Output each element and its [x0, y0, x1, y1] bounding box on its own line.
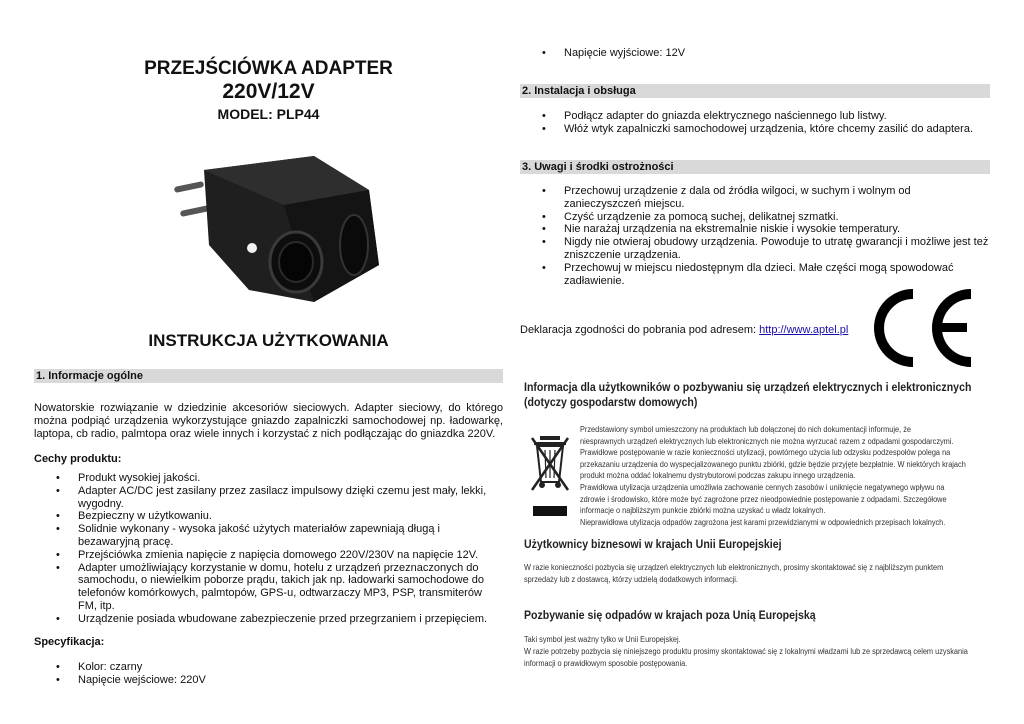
weee-subheading: (dotyczy gospodarstw domowych) — [524, 397, 698, 409]
outside-eu-line: informacji o prawidłowym sposobie postępowania. — [524, 659, 688, 668]
feature-item: • Adapter AC/DC jest zasilany przez zasilacz impulsowy dzięki czemu jest mały, lekki, wygodny. — [34, 485, 503, 511]
section-1-heading: 1. Informacje ogólne — [34, 369, 503, 383]
weee-body-line: zdrowie i środowisko, które może być zagrożone przez nieodpowiednie postępowanie z odpadami. Szczegółowe — [580, 494, 947, 504]
business-line: sprzedaży lub z dostawcą, którzy udzielą dodatkowych informacji. — [524, 575, 738, 584]
weee-body-line: produkt można oddać lokalnemu dystrybutorowi podczas zakupu innego urządzenia. — [580, 471, 856, 481]
warning-item: • Czyść urządzenie za pomocą suchej, delikatnej szmatki. — [520, 211, 990, 224]
manual-title: INSTRUKCJA UŻYTKOWANIA — [148, 331, 389, 350]
weee-body-line: Prawidłowa utylizacja urządzenia umożliwia zachowanie cennych zasobów i uniknięcie negatywnego wpływu na — [580, 483, 945, 492]
product-voltage: 220V/12V — [222, 80, 315, 103]
crossed-bin-icon — [530, 430, 570, 518]
weee-heading: Informacja dla użytkowników o pozbywaniu się urządzeń elektrycznych i elektronicznych — [524, 382, 972, 394]
weee-body-line: informacje o najbliższym punkcie zbiórki można uzyskać u władz lokalnych. — [580, 506, 826, 516]
ce-mark-icon — [861, 286, 977, 370]
section-3-heading: 3. Uwagi i środki ostrożności — [520, 160, 990, 174]
specification-list — [34, 661, 503, 687]
spec-item-output-voltage: • Napięcie wyjściowe: 12V — [520, 47, 990, 60]
features-list — [34, 472, 503, 626]
section-2-heading: 2. Instalacja i obsługa — [520, 84, 990, 98]
specification-label: Specyfikacja: — [34, 636, 105, 648]
features-label: Cechy produktu: — [34, 453, 122, 465]
feature-item: • Bezpieczny w użytkowaniu. — [34, 510, 503, 523]
feature-item: • Solidnie wykonany - wysoka jakość użytych materiałów zapewniają długą i bezawaryjną pracę. — [34, 523, 503, 549]
left-column — [34, 0, 503, 724]
warning-item: • Nie narażaj urządzenia na ekstremalnie niskie i wysokie temperatury. — [520, 223, 990, 236]
warning-item: • Przechowuj urządzenie z dala od źródła wilgoci, w suchym i wolnym od zanieczyszczeń miejscu. — [520, 185, 990, 211]
business-users-heading: Użytkownicy biznesowi w krajach Unii Europejskiej — [524, 539, 782, 551]
weee-body-line: Przedstawiony symbol umieszczony na produktach lub dołączonej do nich dokumentacji informuje, że — [580, 425, 911, 434]
weee-body-line: Prawidłowe postępowanie w razie konieczności utylizacji, powtórnego użycia lub odzysku podzespołów polega na — [580, 448, 951, 458]
installation-item: • Podłącz adapter do gniazda elektrycznego naściennego lub listwy. — [520, 110, 990, 123]
spec-item-input-voltage: • Napięcie wejściowe: 220V — [34, 674, 503, 687]
weee-body-line: Nieprawidłowa utylizacja odpadów zagrożona jest karami przewidzianymi w odpowiednich przepisach lokalnych. — [580, 517, 946, 527]
business-line: W razie konieczności pozbycia się urządzeń elektrycznych lub elektronicznych, prosimy skontaktować się z najbliższym punktem — [524, 563, 944, 572]
weee-body-line: niesprawnych urządzeń elektrycznych lub elektronicznych nie można wyrzucać razem z odpadami gospodarczymi. — [580, 436, 954, 446]
installation-item: • Włóż wtyk zapalniczki samochodowej urządzenia, które chcemy zasilić do adaptera. — [520, 123, 990, 136]
spec-item-color: • Kolor: czarny — [34, 661, 503, 674]
outside-eu-heading: Pozbywanie się odpadów w krajach poza Unią Europejską — [524, 610, 816, 622]
feature-item: • Urządzenie posiada wbudowane zabezpieczenie przed przegrzaniem i przepięciem. — [34, 613, 503, 626]
weee-info — [520, 378, 990, 678]
warning-item: • Nigdy nie otwieraj obudowy urządzenia. Powoduje to utratę gwarancji i możliwe jest też zniszczenie urządzenia. — [520, 236, 990, 262]
feature-item: • Produkt wysokiej jakości. — [34, 472, 503, 485]
product-title: PRZEJŚCIÓWKA ADAPTER — [144, 58, 393, 79]
warnings-list — [520, 185, 990, 287]
right-column — [520, 0, 990, 724]
specification-list-continued — [520, 47, 990, 60]
warning-item: • Przechowuj w miejscu niedostępnym dla dzieci. Małe części mogą spowodować zadławienie. — [520, 262, 990, 288]
feature-item: • Adapter umożliwiający korzystanie w domu, hotelu z urządzeń przeznaczonych do samochodu, o niewielkim poborze prądu, takich jak np. ładowarki samochodowe do telefonów komórkowych, palmtopów, GPS-u, odtwarzaczy MP3, PSP, transmiterów FM, itp. — [34, 562, 503, 613]
declaration-link[interactable]: http://www.aptel.pl — [759, 324, 849, 336]
declaration — [520, 324, 848, 336]
intro-paragraph: Nowatorskie rozwiązanie w dziedzinie akcesoriów sieciowych. Adapter sieciowy, do którego można podpiąć urządzenia wykorzystujące gniazdo zapalniczki samochodowej np. ładowarkę, laptopa, cb radio, palmtopa oraz wiele innych i korzystać z nich podłączając do gniazdka 220V. — [34, 402, 503, 440]
installation-list — [520, 110, 990, 136]
outside-eu-line: Taki symbol jest ważny tylko w Unii Europejskej. — [524, 635, 681, 644]
outside-eu-line: W razie potrzeby pozbycia się niniejszego produktu prosimy skontaktować się z lokalnymi władzami lub ze sprzedawcą celem uzyskania — [524, 647, 968, 656]
declaration-text: Deklaracja zgodności do pobrania pod adresem: — [520, 324, 760, 336]
product-model: MODEL: PLP44 — [217, 106, 320, 122]
feature-item: • Przejściówka zmienia napięcie z napięcia domowego 220V/230V na napięcie 12V. — [34, 549, 503, 562]
car-socket-adapter-image — [164, 150, 384, 310]
weee-body-line: przekazaniu urządzenia do wyspecjalizowanego punktu zbiórki, gdzie będzie przyjęte bezpłatnie. W niektórych krajach — [580, 459, 966, 469]
